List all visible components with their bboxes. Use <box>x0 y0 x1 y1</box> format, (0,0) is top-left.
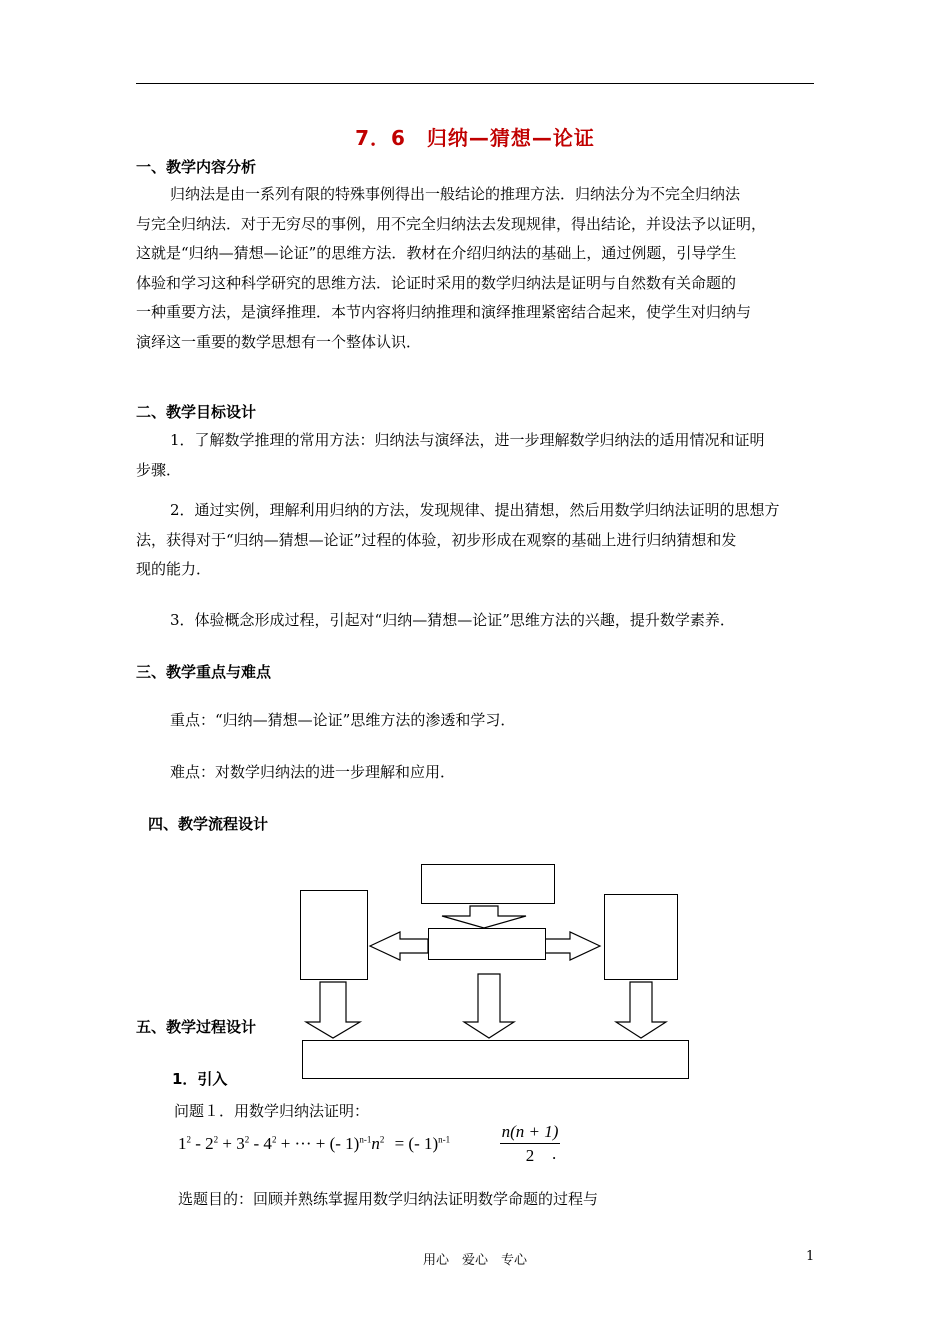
paragraph-line: 与完全归纳法．对于无穷尽的事例，用不完全归纳法去发现规律，得出结论，并设法予以证明， <box>136 214 767 233</box>
formula-end: . <box>552 1144 557 1163</box>
arrow-left <box>370 932 428 960</box>
paragraph-line: 归纳法是由一系列有限的特殊事例得出一般结论的推理方法．归纳法分为不完全归纳法 <box>170 185 741 203</box>
page-title: 7．6 归纳—猜想—论证 <box>355 126 595 150</box>
formula-term: n <box>371 1134 380 1153</box>
paragraph-line: 现的能力． <box>136 560 212 578</box>
formula-exponent: 2 <box>271 1134 277 1145</box>
formula-exponent: n-1 <box>359 1134 372 1145</box>
formula-term: + ··· + (- 1) <box>276 1134 360 1153</box>
paragraph-line: 这就是“归纳—猜想—论证”的思维方法．教材在介绍归纳法的基础上，通过例题，引导学生 <box>136 244 737 262</box>
paragraph-line: 一种重要方法，是演绎推理．本节内容将归纳推理和演绎推理紧密结合起来，使学生对归纳与 <box>136 303 752 321</box>
paragraph-line: 演绎这一重要的数学思想有一个整体认识． <box>136 332 422 351</box>
formula <box>178 1134 450 1154</box>
formula-exponent: 2 <box>244 1134 250 1145</box>
formula-exponent: 2 <box>186 1134 191 1145</box>
purpose-text: 选题目的：回顾并熟练掌握用数学归纳法证明数学命题的过程与 <box>178 1190 599 1208</box>
section-heading-2: 二、教学目标设计 <box>136 403 257 421</box>
formula-exponent: 2 <box>379 1134 385 1145</box>
paragraph-line: 体验和学习这种科学研究的思维方法．论证时采用的数学归纳法是证明与自然数有关命题的 <box>136 273 737 292</box>
arrow-ex1-down <box>306 982 360 1038</box>
section-heading-3: 三、教学重点与难点 <box>136 663 272 681</box>
arrow-review-to-intro <box>442 906 526 928</box>
goal-item-1 <box>136 426 816 485</box>
arrow-ex2-down <box>616 982 666 1038</box>
formula-rhs: = (- 1) <box>394 1134 439 1153</box>
formula-term: 1 <box>178 1134 187 1153</box>
intro-box <box>428 928 546 960</box>
formula-term: - 2 <box>191 1134 214 1153</box>
review-box <box>421 864 555 904</box>
section-heading-1: 一、教学内容分析 <box>136 158 257 176</box>
paragraph-line: 步骤． <box>136 460 182 479</box>
apply-box <box>302 1040 689 1079</box>
example-1-box <box>300 890 368 980</box>
paragraph-line: 2．通过实例，理解利用归纳的方法，发现规律、提出猜想，然后用数学归纳法证明的思想方 <box>170 501 780 519</box>
arrow-intro-down <box>464 974 514 1038</box>
arrow-right <box>542 932 600 960</box>
fraction-denominator: 2 <box>525 1146 535 1165</box>
question-1: 问题１．用数学归纳法证明： <box>174 1102 370 1120</box>
goal-item-2 <box>136 496 816 585</box>
section-heading-4: 四、教学流程设计 <box>148 815 269 833</box>
paragraph-line: 3．体验概念形成过程，引起对“归纳—猜想—论证”思维方法的兴趣，提升数学素养． <box>170 611 735 629</box>
paragraph-line: 法，获得对于“归纳—猜想—论证”过程的体验，初步形成在观察的基础上进行归纳猜想和发 <box>136 530 737 549</box>
goal-item-3 <box>136 606 816 636</box>
formula-term: + 3 <box>218 1134 245 1153</box>
key-point: 重点：“归纳—猜想—论证”思维方法的渗透和学习． <box>170 711 516 729</box>
example-2-box <box>604 894 678 980</box>
formula-exponent: n-1 <box>438 1134 451 1145</box>
page-number: 1 <box>806 1249 815 1264</box>
formula-fraction <box>500 1122 560 1166</box>
formula-term: - 4 <box>249 1134 272 1153</box>
formula-exponent: 2 <box>213 1134 219 1145</box>
footer-text: 用心 爱心 专心 <box>422 1253 527 1268</box>
paragraph-line: 1．了解数学推理的常用方法：归纳法与演绎法，进一步理解数学归纳法的适用情况和证明 <box>170 431 765 449</box>
section-heading-5: 五、教学过程设计 <box>136 1018 257 1036</box>
difficulty-point: 难点：对数学归纳法的进一步理解和应用． <box>170 763 456 781</box>
section-1-body <box>136 180 816 357</box>
subsection-intro: 1．引入 <box>172 1070 228 1088</box>
header-rule <box>136 83 814 84</box>
fraction-numerator: n(n + 1) <box>500 1122 560 1144</box>
